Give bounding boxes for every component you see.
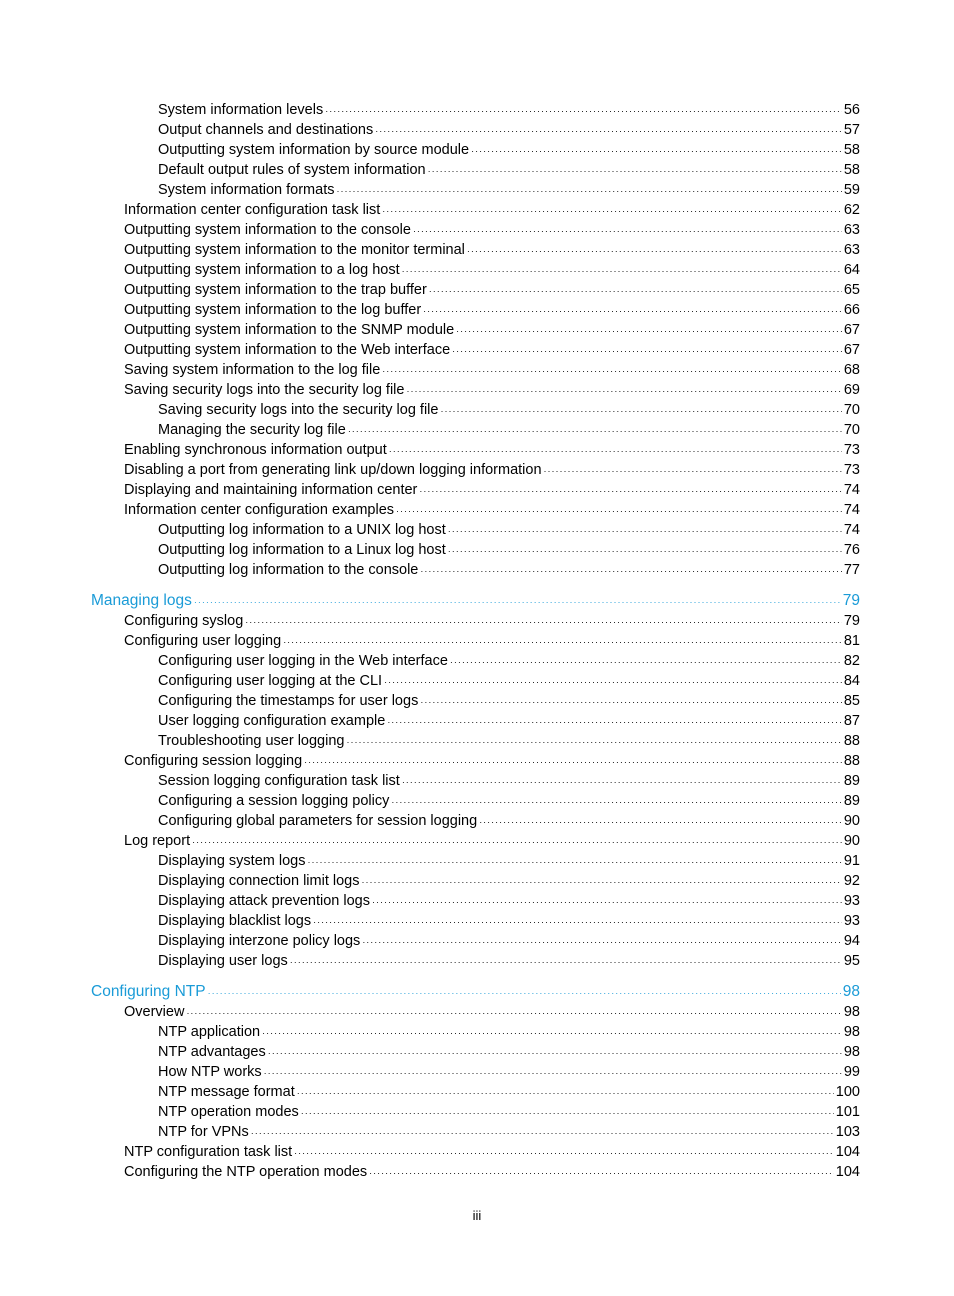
toc-entry[interactable] (0, 1122, 954, 1142)
dot-leader (419, 481, 841, 501)
toc-entry-title[interactable]: Configuring a session logging policy (158, 793, 390, 809)
toc-entry[interactable] (0, 651, 954, 671)
toc-page-number: 63 (843, 242, 860, 258)
dot-leader (450, 652, 842, 672)
dot-leader (372, 892, 842, 912)
dot-leader (406, 381, 841, 401)
toc-page-number: 65 (843, 282, 860, 298)
page-number: iii (472, 1208, 482, 1223)
toc-page-number: 81 (843, 633, 860, 649)
toc-page-number: 85 (843, 693, 860, 709)
toc-entry-title[interactable]: Enabling synchronous information output (124, 442, 387, 458)
toc-page-number: 95 (843, 953, 860, 969)
toc-entry-title[interactable]: Outputting system information to the trap buffer (124, 282, 427, 298)
toc-entry-title[interactable]: Configuring user logging at the CLI (158, 673, 383, 689)
dot-leader (283, 632, 842, 652)
toc-page-number: 74 (843, 502, 860, 518)
toc-entry[interactable] (0, 260, 954, 280)
dot-leader (264, 1063, 842, 1083)
toc-entry[interactable] (0, 631, 954, 651)
dot-leader (382, 201, 842, 221)
toc-page-number: 56 (843, 102, 860, 118)
dot-leader (325, 101, 842, 121)
toc-entry[interactable] (0, 731, 954, 751)
toc-page-number: 67 (843, 322, 860, 338)
toc-entry[interactable] (0, 240, 954, 260)
toc-entry-title[interactable]: Configuring the NTP operation modes (124, 1164, 368, 1180)
toc-page-number: 100 (835, 1084, 860, 1100)
toc-entry[interactable] (0, 1142, 954, 1162)
dot-leader (251, 1123, 834, 1143)
toc-entry[interactable] (0, 480, 954, 500)
table-of-contents (0, 100, 954, 1182)
dot-leader (194, 592, 841, 613)
toc-entry-title[interactable]: Outputting system information to the Web interface (124, 342, 451, 358)
toc-page-number: 68 (843, 362, 860, 378)
toc-entry-title[interactable]: Configuring session logging (124, 753, 303, 769)
toc-entry-title[interactable]: Outputting system information to the SNMP module (124, 322, 455, 338)
toc-entry-title[interactable]: NTP for VPNs (158, 1124, 249, 1140)
toc-page-number: 103 (835, 1124, 860, 1140)
dot-leader (448, 521, 842, 541)
dot-leader (452, 341, 842, 361)
toc-chapter-entry[interactable] (0, 981, 954, 1002)
toc-entry-title[interactable]: Default output rules of system information (158, 162, 426, 178)
toc-entry[interactable] (0, 320, 954, 340)
toc-entry[interactable] (0, 751, 954, 771)
dot-leader (192, 832, 842, 852)
toc-entry-title[interactable]: Configuring global parameters for session logging (158, 813, 478, 829)
toc-entry-title[interactable]: Displaying and maintaining information center (124, 482, 418, 498)
toc-chapter-entry[interactable] (0, 590, 954, 611)
toc-entry-title[interactable]: Displaying attack prevention logs (158, 893, 370, 909)
toc-page-number: 74 (843, 522, 860, 538)
toc-entry[interactable] (0, 1162, 954, 1182)
toc-entry-title[interactable]: Displaying user logs (158, 953, 288, 969)
toc-entry-title[interactable]: Outputting log information to a Linux log host (158, 542, 446, 558)
dot-leader (245, 612, 842, 632)
toc-page-number: 84 (843, 673, 860, 689)
dot-leader (313, 912, 842, 932)
toc-entry-title[interactable]: Outputting system information to the log buffer (124, 302, 422, 318)
toc-entry-title[interactable]: Displaying connection limit logs (158, 873, 360, 889)
dot-leader (362, 932, 842, 952)
toc-page-number: 64 (843, 262, 860, 278)
toc-page-number: 70 (843, 422, 860, 438)
dot-leader (440, 401, 841, 421)
toc-page-number: 74 (843, 482, 860, 498)
toc-page-number: 82 (843, 653, 860, 669)
toc-entry[interactable] (0, 871, 954, 891)
toc-entry-title[interactable]: Disabling a port from generating link up/down logging information (124, 462, 542, 478)
toc-entry[interactable] (0, 951, 954, 971)
toc-entry-title[interactable]: Output channels and destinations (158, 122, 374, 138)
toc-entry[interactable] (0, 791, 954, 811)
toc-page-number: 90 (843, 833, 860, 849)
dot-leader (301, 1103, 834, 1123)
toc-page-number: 89 (843, 793, 860, 809)
toc-entry-title[interactable]: Outputting system information by source module (158, 142, 470, 158)
toc-entry[interactable] (0, 1002, 954, 1022)
dot-leader (456, 321, 842, 341)
toc-entry[interactable] (0, 500, 954, 520)
toc-entry-title[interactable]: Managing the security log file (158, 422, 346, 438)
toc-entry[interactable] (0, 1062, 954, 1082)
toc-entry[interactable] (0, 611, 954, 631)
toc-page-number: 63 (843, 222, 860, 238)
dot-leader (479, 812, 842, 832)
dot-leader (186, 1003, 841, 1023)
toc-entry[interactable] (0, 220, 954, 240)
toc-entry[interactable] (0, 160, 954, 180)
toc-entry[interactable] (0, 520, 954, 540)
toc-entry[interactable] (0, 891, 954, 911)
dot-leader (362, 872, 842, 892)
dot-leader (467, 241, 842, 261)
toc-entry-title[interactable]: Configuring user logging in the Web interface (158, 653, 448, 669)
dot-leader (375, 121, 842, 141)
toc-entry-title[interactable]: Saving system information to the log file (124, 362, 381, 378)
dot-leader (304, 752, 842, 772)
toc-entry[interactable] (0, 811, 954, 831)
toc-entry[interactable] (0, 540, 954, 560)
toc-entry-title[interactable]: Displaying system logs (158, 853, 306, 869)
toc-entry[interactable] (0, 280, 954, 300)
dot-leader (262, 1023, 842, 1043)
toc-page-number: 58 (843, 142, 860, 158)
dot-leader (297, 1083, 834, 1103)
toc-entry[interactable] (0, 300, 954, 320)
dot-leader (387, 712, 842, 732)
toc-page-number: 58 (843, 162, 860, 178)
toc-entry[interactable] (0, 120, 954, 140)
toc-page-number: 79 (842, 592, 860, 609)
toc-entry-title[interactable]: NTP advantages (158, 1044, 266, 1060)
dot-leader (402, 772, 842, 792)
toc-page-number: 101 (835, 1104, 860, 1120)
toc-entry[interactable] (0, 560, 954, 580)
toc-entry[interactable] (0, 1102, 954, 1122)
toc-entry-title[interactable]: Troubleshooting user logging (158, 733, 345, 749)
toc-entry-title[interactable]: Managing logs (91, 592, 192, 609)
toc-entry[interactable] (0, 340, 954, 360)
toc-entry-title[interactable]: How NTP works (158, 1064, 262, 1080)
toc-page-number: 73 (843, 442, 860, 458)
dot-leader (336, 181, 841, 201)
toc-entry-title[interactable]: Information center configuration task list (124, 202, 381, 218)
dot-leader (294, 1143, 834, 1163)
toc-page-number: 99 (843, 1064, 860, 1080)
dot-leader (389, 441, 842, 461)
toc-entry[interactable] (0, 100, 954, 120)
toc-entry-title[interactable]: Configuring the timestamps for user logs (158, 693, 419, 709)
toc-page-number: 91 (843, 853, 860, 869)
toc-entry-title[interactable]: NTP application (158, 1024, 261, 1040)
toc-page-number: 76 (843, 542, 860, 558)
dot-leader (413, 221, 842, 241)
toc-entry-title[interactable]: Saving security logs into the security log file (158, 402, 439, 418)
toc-entry-title[interactable]: NTP operation modes (158, 1104, 299, 1120)
dot-leader (402, 261, 842, 281)
toc-entry-title[interactable]: Outputting system information to a log host (124, 262, 400, 278)
toc-page-number: 98 (842, 983, 860, 1000)
toc-entry-title[interactable]: Saving security logs into the security log file (124, 382, 405, 398)
dot-leader (544, 461, 842, 481)
toc-entry-title[interactable]: NTP configuration task list (124, 1144, 293, 1160)
toc-entry[interactable] (0, 1082, 954, 1102)
toc-entry[interactable] (0, 460, 954, 480)
toc-page-number: 93 (843, 913, 860, 929)
toc-page-number: 98 (843, 1024, 860, 1040)
toc-page-number: 89 (843, 773, 860, 789)
dot-leader (396, 501, 842, 521)
toc-entry[interactable] (0, 1022, 954, 1042)
dot-leader (384, 672, 842, 692)
toc-page-number: 57 (843, 122, 860, 138)
dot-leader (420, 561, 842, 581)
toc-page-number: 59 (843, 182, 860, 198)
toc-page-number: 70 (843, 402, 860, 418)
toc-entry[interactable] (0, 180, 954, 200)
toc-entry[interactable] (0, 691, 954, 711)
dot-leader (348, 421, 842, 441)
toc-entry-title[interactable]: Outputting system information to the monitor terminal (124, 242, 465, 258)
toc-page-number: 94 (843, 933, 860, 949)
dot-leader (428, 161, 842, 181)
dot-leader (369, 1163, 834, 1183)
toc-page-number: 98 (843, 1044, 860, 1060)
toc-entry-title[interactable]: Configuring user logging (124, 633, 282, 649)
toc-entry[interactable] (0, 711, 954, 731)
dot-leader (208, 983, 841, 1004)
toc-entry[interactable] (0, 140, 954, 160)
toc-page-number: 88 (843, 753, 860, 769)
toc-entry-title[interactable]: Outputting system information to the console (124, 222, 411, 238)
toc-entry[interactable] (0, 931, 954, 951)
toc-entry-title[interactable]: System information levels (158, 102, 324, 118)
toc-entry[interactable] (0, 911, 954, 931)
toc-page-number: 69 (843, 382, 860, 398)
dot-leader (382, 361, 842, 381)
dot-leader (423, 301, 842, 321)
toc-page-number: 73 (843, 462, 860, 478)
dot-leader (420, 692, 842, 712)
toc-entry-title[interactable]: Outputting log information to the console (158, 562, 419, 578)
toc-entry[interactable] (0, 440, 954, 460)
dot-leader (471, 141, 842, 161)
toc-entry-title[interactable]: Session logging configuration task list (158, 773, 400, 789)
toc-entry-title[interactable]: Configuring syslog (124, 613, 244, 629)
toc-entry[interactable] (0, 200, 954, 220)
toc-entry-title[interactable]: Log report (124, 833, 191, 849)
toc-entry-title[interactable]: Overview (124, 1004, 185, 1020)
toc-entry-title[interactable]: NTP message format (158, 1084, 295, 1100)
toc-entry[interactable] (0, 671, 954, 691)
toc-entry[interactable] (0, 420, 954, 440)
toc-page-number: 88 (843, 733, 860, 749)
toc-entry-title[interactable]: Displaying interzone policy logs (158, 933, 361, 949)
toc-entry-title[interactable]: Information center configuration examples (124, 502, 395, 518)
dot-leader (448, 541, 842, 561)
toc-entry-title[interactable]: User logging configuration example (158, 713, 386, 729)
toc-entry[interactable] (0, 380, 954, 400)
toc-entry-title[interactable]: Outputting log information to a UNIX log host (158, 522, 446, 538)
toc-entry[interactable] (0, 851, 954, 871)
toc-page-number: 67 (843, 342, 860, 358)
toc-entry[interactable] (0, 360, 954, 380)
toc-entry[interactable] (0, 400, 954, 420)
dot-leader (307, 852, 841, 872)
toc-page-number: 93 (843, 893, 860, 909)
toc-page-number: 104 (835, 1164, 860, 1180)
toc-entry-title[interactable]: Configuring NTP (91, 983, 206, 1000)
toc-entry-title[interactable]: System information formats (158, 182, 335, 198)
toc-page-number: 104 (835, 1144, 860, 1160)
toc-page-number: 98 (843, 1004, 860, 1020)
toc-entry[interactable] (0, 1042, 954, 1062)
toc-page-number: 66 (843, 302, 860, 318)
toc-page-number: 87 (843, 713, 860, 729)
toc-page-number: 79 (843, 613, 860, 629)
toc-entry[interactable] (0, 831, 954, 851)
dot-leader (346, 732, 841, 752)
toc-page-number: 77 (843, 562, 860, 578)
dot-leader (268, 1043, 842, 1063)
dot-leader (391, 792, 842, 812)
toc-page-number: 92 (843, 873, 860, 889)
toc-entry-title[interactable]: Displaying blacklist logs (158, 913, 312, 929)
dot-leader (429, 281, 842, 301)
toc-page-number: 62 (843, 202, 860, 218)
toc-entry[interactable] (0, 771, 954, 791)
dot-leader (290, 952, 842, 972)
toc-page-number: 90 (843, 813, 860, 829)
